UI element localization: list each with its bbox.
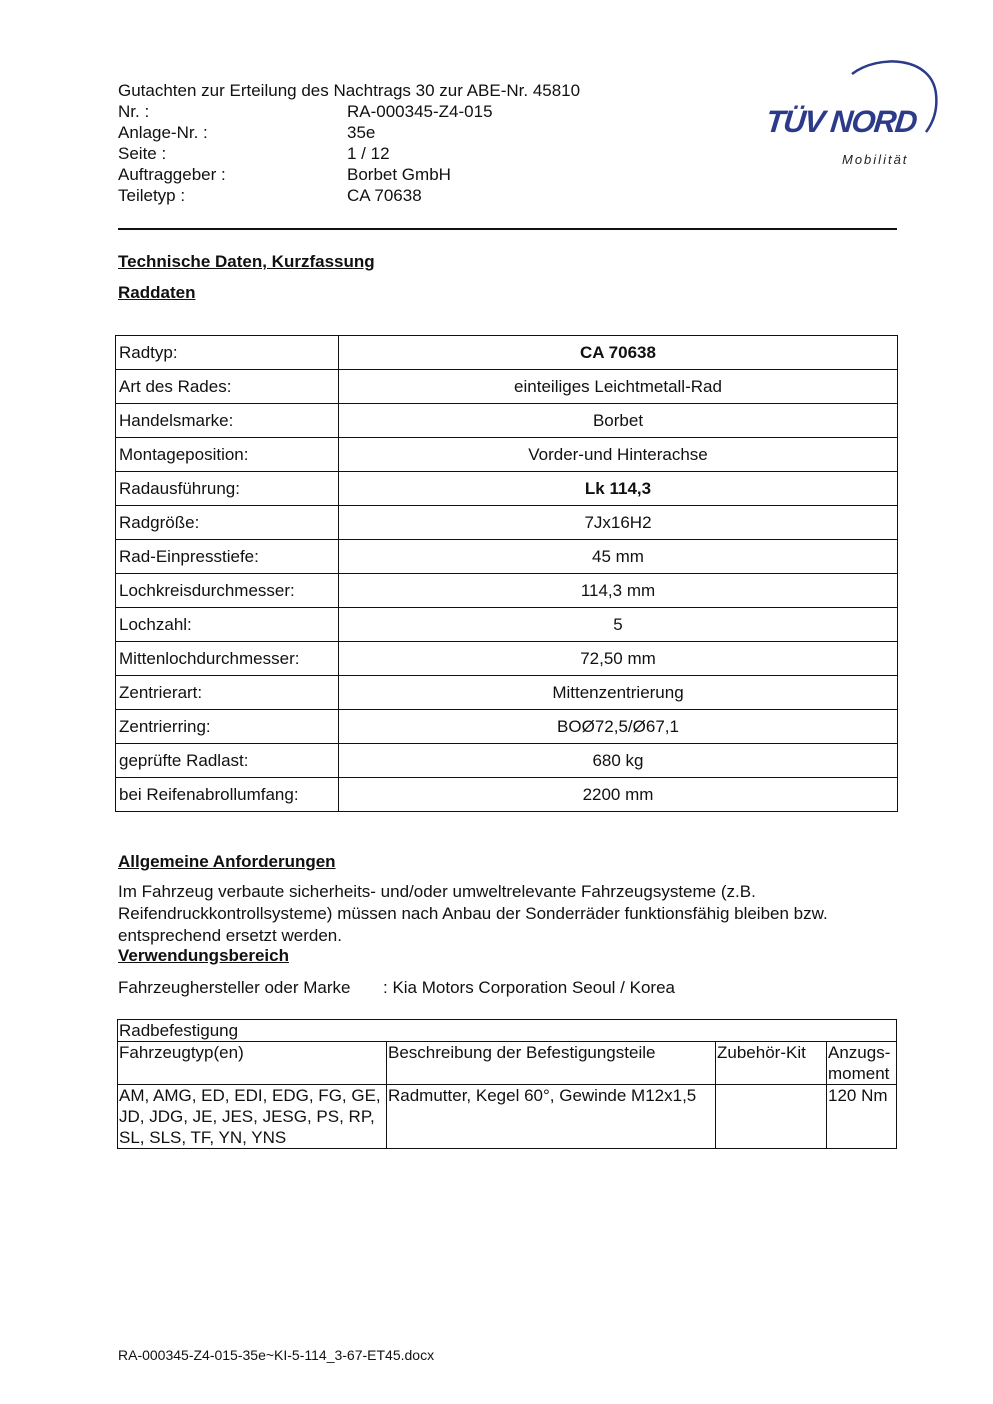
row-value: Lk 114,3 [339, 472, 898, 506]
row-label: Lochkreisdurchmesser: [116, 574, 339, 608]
row-label: Rad-Einpresstiefe: [116, 540, 339, 574]
field-label: Seite : [118, 144, 167, 163]
field-value: 35e [347, 123, 376, 142]
table-row [116, 744, 898, 778]
row-label: Montageposition: [116, 438, 339, 472]
column-header: Zubehör-Kit [716, 1042, 827, 1085]
row-value: 680 kg [339, 744, 898, 778]
row-value: 2200 mm [339, 778, 898, 812]
row-value: Mittenzentrierung [339, 676, 898, 710]
row-label: Art des Rades: [116, 370, 339, 404]
row-label: Radausführung: [116, 472, 339, 506]
footer-filename: RA-000345-Z4-015-35e~KI-5-114_3-67-ET45.docx [118, 1347, 435, 1363]
row-value: CA 70638 [339, 336, 898, 370]
row-value: Vorder-und Hinterachse [339, 438, 898, 472]
header-field-seite [118, 143, 493, 164]
table-row [116, 336, 898, 370]
table-row [116, 506, 898, 540]
row-value: BOØ72,5/Ø67,1 [339, 710, 898, 744]
wheel-fastening-table [117, 1019, 897, 1149]
header-field-nr [118, 101, 493, 122]
table-row [116, 608, 898, 642]
row-label: Handelsmarke: [116, 404, 339, 438]
field-value: Borbet GmbH [347, 165, 451, 184]
row-label: Zentrierring: [116, 710, 339, 744]
row-label: Lochzahl: [116, 608, 339, 642]
table-row [116, 642, 898, 676]
row-label: bei Reifenabrollumfang: [116, 778, 339, 812]
row-label: Radtyp: [116, 336, 339, 370]
row-value: 7Jx16H2 [339, 506, 898, 540]
row-value: 45 mm [339, 540, 898, 574]
section-heading-general: Allgemeine Anforderungen [118, 852, 336, 871]
document-title: Gutachten zur Erteilung des Nachtrags 30 zur ABE-Nr. 45810 [118, 81, 581, 100]
section-heading-tech: Technische Daten, Kurzfassung [118, 252, 375, 271]
table-row [116, 710, 898, 744]
manufacturer-label: Fahrzeughersteller oder Marke [118, 978, 351, 997]
table-title-row [118, 1020, 897, 1042]
table-row [116, 370, 898, 404]
general-requirements-text: Im Fahrzeug verbaute sicherheits- und/oder umweltrelevante Fahrzeugsysteme (z.B. Reifendruckkontrollsysteme) müssen nach Anbau der Sonderräder funktionsfähig bleiben bzw. entsprechend ersetzt werden. [118, 882, 828, 945]
wheel-data-table [115, 335, 898, 812]
table-row [116, 778, 898, 812]
table-row [116, 404, 898, 438]
row-value: 114,3 mm [339, 574, 898, 608]
field-label: Auftraggeber : [118, 165, 226, 184]
field-value: RA-000345-Z4-015 [347, 102, 493, 121]
row-value: 5 [339, 608, 898, 642]
row-label: Radgröße: [116, 506, 339, 540]
manufacturer-line [118, 977, 675, 999]
table-row [118, 1085, 897, 1149]
manufacturer-value: : Kia Motors Corporation Seoul / Korea [383, 978, 675, 997]
field-value: 1 / 12 [347, 144, 390, 163]
row-value: Borbet [339, 404, 898, 438]
kit-cell [716, 1085, 827, 1149]
header-divider [118, 228, 897, 230]
header-field-anlage [118, 122, 493, 143]
row-label: Mittenlochdurchmesser: [116, 642, 339, 676]
column-header: Anzugs-moment [827, 1042, 897, 1085]
torque-cell: 120 Nm [827, 1085, 897, 1149]
column-header: Beschreibung der Befestigungsteile [387, 1042, 716, 1085]
field-label: Anlage-Nr. : [118, 123, 208, 142]
section-subheading-raddaten: Raddaten [118, 283, 196, 302]
field-label: Teiletyp : [118, 186, 186, 205]
table-row [116, 472, 898, 506]
row-label: geprüfte Radlast: [116, 744, 339, 778]
table-title: Radbefestigung [118, 1020, 897, 1042]
row-label: Zentrierart: [116, 676, 339, 710]
description-cell: Radmutter, Kegel 60°, Gewinde M12x1,5 [387, 1085, 716, 1149]
field-label: Nr. : [118, 102, 150, 121]
column-header: Fahrzeugtyp(en) [118, 1042, 387, 1085]
header-fields [118, 101, 493, 206]
row-value: 72,50 mm [339, 642, 898, 676]
tuv-nord-logo [760, 56, 942, 176]
table-row [116, 574, 898, 608]
header-field-auftraggeber [118, 164, 493, 185]
field-value: CA 70638 [347, 186, 422, 205]
table-row [116, 540, 898, 574]
header-field-teiletyp [118, 185, 493, 206]
section-heading-usage: Verwendungsbereich [118, 946, 289, 965]
table-row [116, 438, 898, 472]
row-value: einteiliges Leichtmetall-Rad [339, 370, 898, 404]
logo-brand: TÜV NORD [764, 104, 918, 139]
table-row [116, 676, 898, 710]
table-header-row [118, 1042, 897, 1085]
vehicle-types-cell: AM, AMG, ED, EDI, EDG, FG, GE, JD, JDG, JE, JES, JESG, PS, RP, SL, SLS, TF, YN, YNS [118, 1085, 387, 1149]
logo-subtitle: Mobilität [842, 152, 909, 167]
